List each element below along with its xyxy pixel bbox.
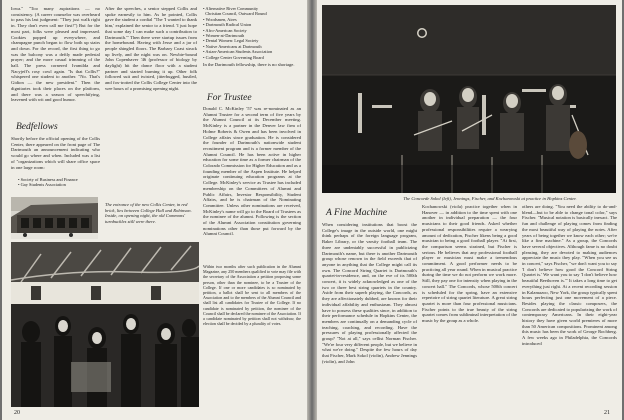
collis-exterior-photo	[11, 197, 98, 239]
opening-night-interior-photo	[11, 242, 199, 407]
organization-item: • Afro-American Society	[203, 27, 247, 33]
page-number-left: 20	[14, 410, 20, 416]
organization-item: • College Center Governing Board	[203, 54, 264, 60]
left-col1-top-text: Iowa." "Too many aspirations — no consistency. (A career counselor was overheard to pass his last judgment: "They just walk right in. They don't even call me first!") But for the most part, folks were pleased and impressed. Cookies popped up everywhere, and champagne punch began to flow both up stairs and down. For the record, the first thing to go was the balcony was a deftly made pedestal prayer; and the more casual trimming of the hall. The press cornered Ivamilda and Nacyjeff's rosy cowl again. "Is that Collis?" whispered one student to another. "No. That's Gidion — the new president." Then the dignitaries took their places on the platform, and there was a season of speechifying, leavened with wit and good humor.	[11, 6, 100, 103]
right-page	[317, 0, 622, 420]
gutter-shadow	[307, 0, 317, 420]
organization-item: • Native Americans at Dartmouth	[203, 43, 262, 49]
organization-item: • Dartmouth Radical Union	[203, 22, 252, 28]
organization-item: • Women-at-Dartmouth	[203, 33, 245, 39]
fine-machine-col2: Kochanowski (viola) practice together when in Hanover — in addition to the time spent with one another in individual preparation — the four musicians to their good friends. Asked whether professional responsibilities require a wearying amount of dedication, Fischer likens being a good musician to being a good football player. "At first, the comparison seems strained, but Fischer is serious. He believes that any professional football player or musician must make a tremendous commitment. A good performer needs to be practicing all year round. When in musical practice during the time we do not perform we work more. Still, they pay one for intensity when playing in the concert hall." The Concords, whose 500th concert is scheduled for the spring, have an extensive repertoire of string quartet literature. A great string quartet is more than four professional musicians. Fischer points to the true beauty of the string quartet comes from subliminal interpretation of the music by the group as a whole.	[422, 204, 517, 324]
bedfellows-text: Shortly before the official opening of the Collis Center, there appeared on the front page of The Dartmouth an announcement indicating who would go where and when. Included was a list of "organizations which will share office space in one large room:	[11, 136, 100, 170]
trustee-constitution-text: Within two months after such publication in the Alumni Magazine, any 250 members qualified to vote may file with the secretary of the Association a petition proposing some person, other than the nominee, to be a Trustee of the College. If one or more candidates is so nominated by petition, a ballot shall be sent to all members of the Association and to the members of the Alumni Council and shall list all candidates for Trustee of the College. If no candidate is nominated by petition, the nominee of the Council shall be declared the nominee of the Association. If a candidate nominated by petition shall not withdraw, the election shall be decided by a plurality of votes.	[203, 264, 301, 327]
bedfellows-list	[18, 177, 78, 188]
left-page	[2, 0, 307, 420]
organization-item: • Alternative River Community	[203, 6, 259, 11]
fine-machine-heading: A Fine Machine	[326, 208, 388, 218]
organization-item: • Woodsmen, Aires	[203, 16, 237, 22]
organization-item: Christian Council, Outward Bound	[205, 11, 267, 17]
trustee-text: Donald C. McKinley '57 was re-nominated as an Alumni Trustee for a second term of five years by the Alumni Council at its December meeting. McKinley is a partner in the Denver law firm of Holme Roberts & Owen and has been involved in College affairs since graduation. He is considered the founder of Dartmouth's nationwide student recruitment program and is a former member of the Alumni Council. He has been active in higher education for some time as a former chairman of the Colorado Commission for Higher Education and as a founding member of the Aspen Institute. He helped originate continuing education programs at the College. McKinley's service as Trustee has included membership on the Committees of Alumni and Public Affairs, Investor Responsibility, Student Affairs, and he is chairman of the Nominating Committee. Unless other nominations are received, McKinley's name will go to the Board of Trustees as the nominee of the alumni. Following is the section of the Alumni Association constitution governing nominations other than those put forward by the Alumni Council.	[203, 106, 301, 237]
organizations-list	[203, 6, 301, 60]
page-number-right: 21	[604, 410, 610, 416]
bedfellows-heading: Bedfellows	[16, 122, 58, 132]
concord-quartet-photo	[322, 5, 616, 193]
fine-machine-col1: When considering institutions that boost the College's image in the outside world, one might think perhaps of the foreign language program, Baker Library, or the varsity football team. The three are undeniably successful in publicizing Dartmouth's name, but there is another Dartmouth group whose renown in the field exceeds that of anyone in anything that the College might call its own. The Concord String Quartet is Dartmouth's quartet-in-residence, and, on the eve of its 500th concert, it is widely acknowledged as one of the two or three best string quartets in the country. Aside from their superb playing, the Concords, as they are affectionately dubbed, are known for their individual affability and enthusiasm. They almost have to possess these qualities since, in addition to their performance schedule in Hopkins Center, the members are continually on a demanding cycle of teaching, coaching, and recording. Have the pressures of playing professionally affected the group? "Not at all," says cellist Norman Fischer. "We're four very different people, but we believe in what we're doing." Despite the few hours of day that Fischer, Mark Sokol (violin), Andrew Jennings (violin), and John	[322, 222, 417, 364]
organization-item: • Asian-American Students Association	[203, 49, 273, 55]
collis-photo-caption: The entrance of the new Collis Center, in red brick, lies between College Hall and Robinson. Inside, on opening night, the old Commons' turnbuckles still were there.	[105, 202, 192, 224]
bedfellows-item: • Gay Students Association	[18, 182, 66, 188]
organization-item: • Dental Women: Legal Society	[203, 38, 259, 44]
left-col2-text: After the speeches, a senior stepped Collis and spoke earnestly to him. As he pointed, Collis gave the student a cordial "The 'I wanted to thank him,' explained the senior to a friend. 'I just hope that some day I can make such a contribution to Dartmouth.'" Then there were startup issues from the homebound. Having with Jesse and a jar of people shingled floors. The Barbary Coast struck up lively, and the night was on. Newbie-bound John Copenhaver '46 (professor of biology by daylight) hit the dance floor with a student partner and started burning it up. Other folk followed suit and twisted, jitterbugged, hustled, and fox-trotted the Collis College Center into the wee hours of a promising opening night.	[105, 6, 197, 91]
trustee-heading: For Trustee	[207, 93, 252, 103]
bedfellows-item: • Society of Business and Finance	[18, 177, 78, 182]
organizations-after-text: In the Dartmouth fellowship, there is no shortage.	[203, 62, 295, 67]
fine-machine-col3: others are doing. "You need the ability to do-and-blend—but to be able to change tonal color," says Fischer. "Musical notation is basically inexact. The fun and challenge of playing comes from finding the most beautiful way of playing the notes. After years of being together we know each other; we're like a fine machine." As a group, the Concords have several objectives. Although fame is no doubt pleasing, they are devoted to making audiences appreciate the music they play. "When you see us in concert," says Fischer, "we don't want you to say 'I don't believe how good the Concord String Quartet is.' We want you to say 'I don't believe how beautiful Beethoven is.'" It takes a long time to get everything just right. At a recent recording session in Kalamazoo, New York, the group typically spent hours perfecting just one movement of a piece. Besides playing the classic composers, the Concords are dedicated to popularizing the work of contemporary Americans. In their eight-year history they have given world premieres of more than 50 American compositions. Prominent among this music has been the work of George Rochberg. A few weeks ago in Philadelphia, the Concords introduced	[522, 204, 617, 346]
quartet-photo-caption: The Concorde Sokol (left), Jennings, Fischer, and Kochanowski at practice in Hopkins Center.	[403, 196, 577, 201]
